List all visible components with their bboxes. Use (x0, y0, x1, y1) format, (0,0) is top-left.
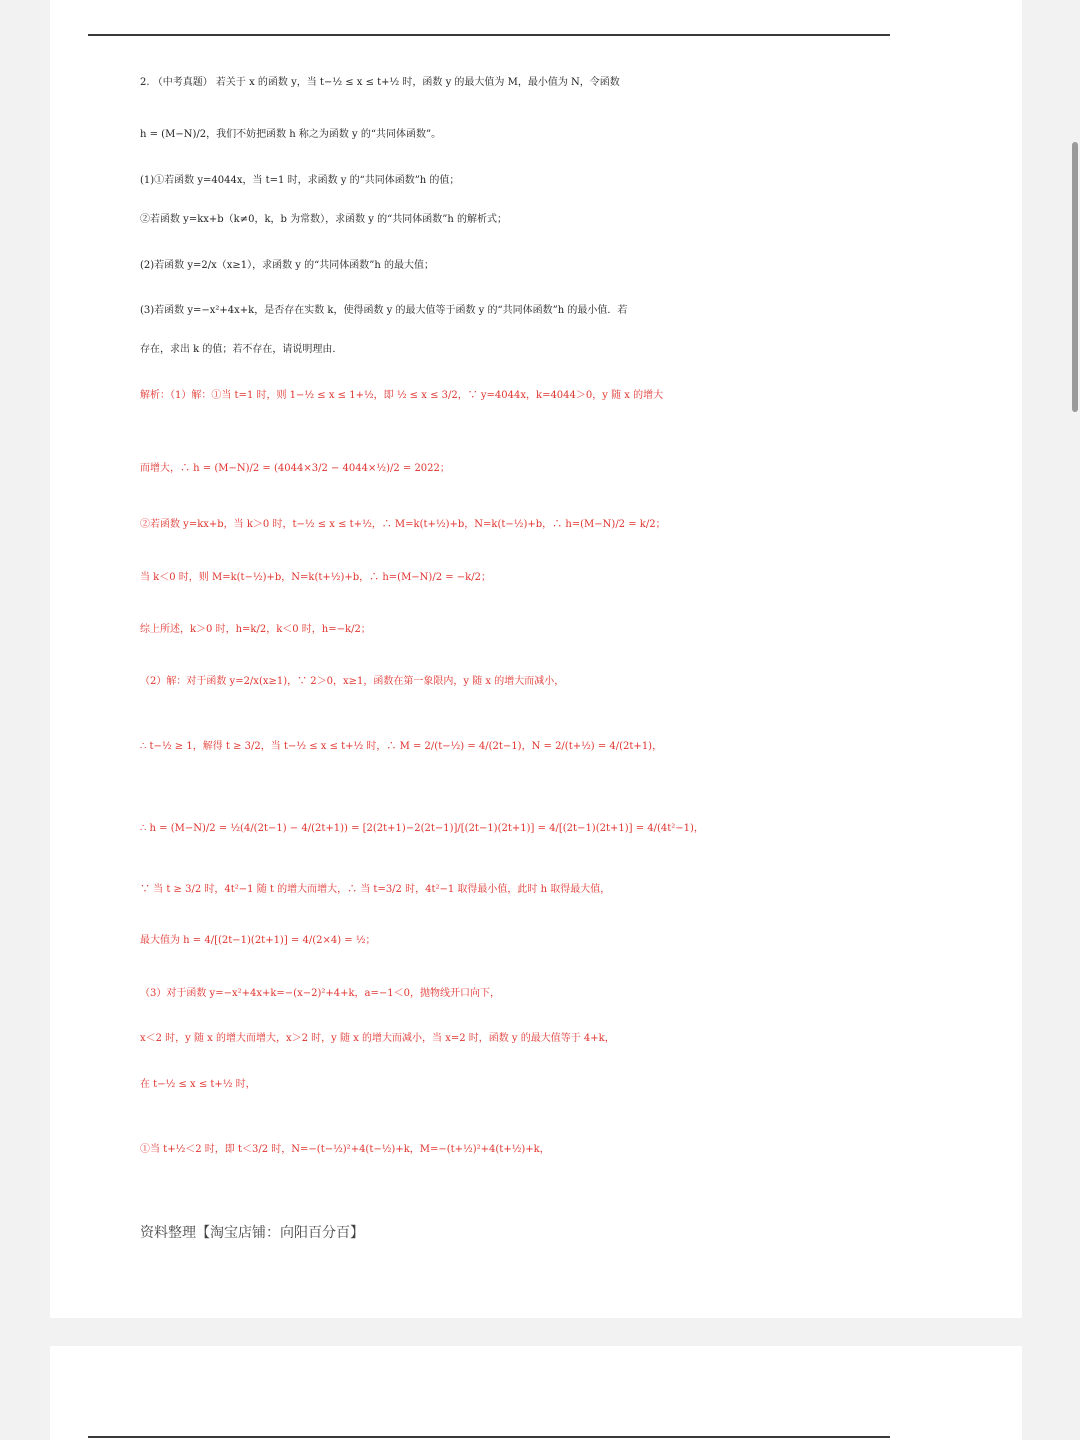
problem-source: （中考真题） (152, 77, 213, 88)
solution-line-7: ∴ t−½ ≥ 1，解得 t ≥ 3/2，当 t−½ ≤ x ≤ t+½ 时，∴ M = 2/(t−½) = 4/(2t−1)，N = 2/(t+½) = 4/(2t+1)， (140, 741, 663, 752)
question-3-a: (3)若函数 y=−x²+4x+k，是否存在实数 k，使得函数 y 的最大值等于函数 y 的“共同体函数”h 的最小值．若 (140, 305, 628, 316)
solution-line-5: 综上所述，k＞0 时，h=k/2，k＜0 时，h=−k/2； (140, 624, 371, 635)
question-1-1: (1)①若函数 y=4044x，当 t=1 时，求函数 y 的“共同体函数”h 的值； (140, 175, 460, 186)
solution-line-14: ①当 t+½＜2 时，即 t＜3/2 时，N=−(t−½)²+4(t−½)+k，M=−(t+½)²+4(t+½)+k， (140, 1144, 550, 1155)
next-page-rule (88, 1436, 890, 1438)
solution-line-10: 最大值为 h = 4/[(2t−1)(2t+1)] = 4/(2×4) = ½； (140, 935, 376, 946)
document-page (50, 0, 1022, 1318)
solution-line-2: 而增大，∴ h = (M−N)/2 = (4044×3/2 − 4044×½)/2 = 2022； (140, 463, 450, 474)
solution-line-9: ∵ 当 t ≥ 3/2 时，4t²−1 随 t 的增大而增大，∴ 当 t=3/2 时，4t²−1 取得最小值，此时 h 取得最大值， (140, 884, 611, 895)
solution-line-3: ②若函数 y=kx+b，当 k＞0 时，t−½ ≤ x ≤ t+½，∴ M=k(t+½)+b，N=k(t−½)+b，∴ h=(M−N)/2 = k/2； (140, 519, 666, 530)
question-1-2: ②若函数 y=kx+b（k≠0，k，b 为常数），求函数 y 的“共同体函数”h 的解析式； (140, 214, 507, 225)
problem-definition: h = (M−N)/2，我们不妨把函数 h 称之为函数 y 的“共同体函数”。 (140, 129, 442, 140)
problem-number: 2. (140, 77, 150, 88)
question-3-b: 存在，求出 k 的值；若不存在，请说明理由． (140, 344, 343, 355)
problem-line-1 (140, 78, 960, 88)
solution-line-11: （3）对于函数 y=−x²+4x+k=−(x−2)²+4+k，a=−1＜0，抛物线开口向下， (140, 988, 500, 999)
solution-line-4: 当 k＜0 时，则 M=k(t−½)+b，N=k(t+½)+b，∴ h=(M−N)/2 = −k/2； (140, 572, 491, 583)
footer-credit: 资料整理【淘宝店铺：向阳百分百】 (140, 1225, 364, 1241)
next-page (50, 1346, 1022, 1440)
top-rule (88, 34, 890, 36)
problem-intro: 若关于 x 的函数 y，当 t−½ ≤ x ≤ t+½ 时，函数 y 的最大值为 M，最小值为 N，令函数 (215, 77, 620, 88)
solution-line-6: （2）解：对于函数 y=2/x(x≥1)，∵ 2＞0，x≥1，函数在第一象限内，y 随 x 的增大而减小， (140, 676, 565, 687)
question-2: (2)若函数 y=2/x（x≥1），求函数 y 的“共同体函数”h 的最大值； (140, 260, 434, 271)
solution-line-13: 在 t−½ ≤ x ≤ t+½ 时， (140, 1079, 256, 1090)
solution-line-12: x＜2 时，y 随 x 的增大而增大，x＞2 时，y 随 x 的增大而减小，当 x=2 时，函数 y 的最大值等于 4+k， (140, 1033, 615, 1044)
solution-line-1: 解析：（1）解：①当 t=1 时，则 1−½ ≤ x ≤ 1+½，即 ½ ≤ x ≤ 3/2，∵ y=4044x，k=4044＞0，y 随 x 的增大 (140, 390, 664, 401)
scrollbar[interactable] (1072, 142, 1078, 412)
solution-line-8: ∴ h = (M−N)/2 = ½(4/(2t−1) − 4/(2t+1)) = [2(2t+1)−2(2t−1)]/[(2t−1)(2t+1)] = 4/[(2t−1)(2t+1)] = 4/(4t²−1)， (140, 823, 704, 834)
